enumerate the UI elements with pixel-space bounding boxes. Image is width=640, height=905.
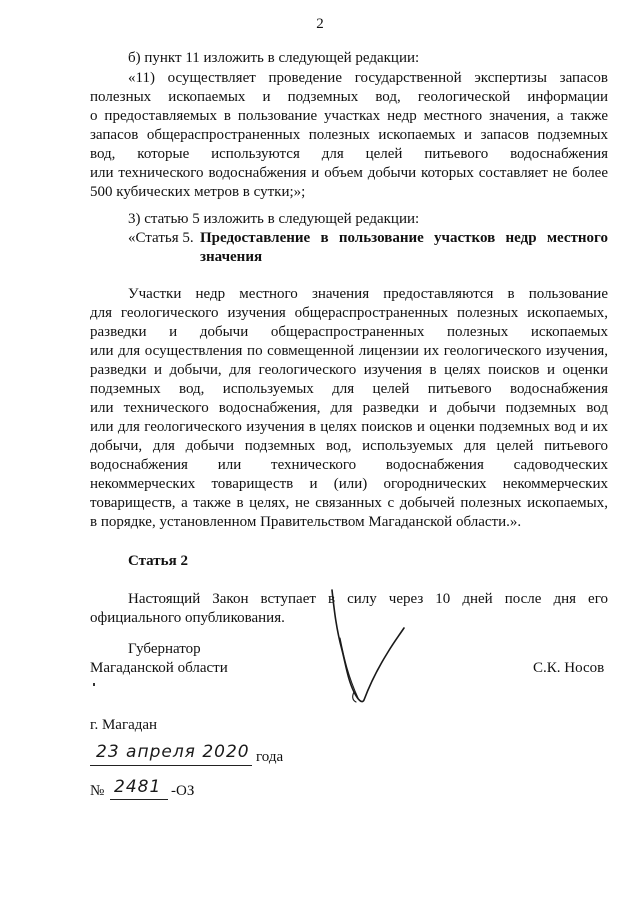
article-5-line: подземных вод, используемых для целей питьевого водоснабжения [90,381,608,397]
article-5-title: Предоставление в пользование участков недр местного [200,230,608,246]
item-b-line: или технического водоснабжения и объем добычи которых составляет не более [90,165,608,181]
item-3-heading: 3) статью 5 изложить в следующей редакции: [128,211,420,227]
handwritten-date: 23 апреля 2020 [96,742,250,762]
signatory-position: Губернатор [128,641,201,657]
page-number: 2 [316,16,324,32]
article-5-last-line: в порядке, установленном Правительством Магаданской области.». [90,514,522,530]
article-5-title-cont: значения [200,249,263,265]
item-b-line: полезных ископаемых и подземных вод, геологической информации [90,89,608,105]
item-b-line: вод, которые используются для целей питьевого водоснабжения [90,146,608,162]
number-suffix: -ОЗ [171,783,195,799]
article-5-line: разведки и добычи общераспространенных полезных ископаемых [90,324,608,340]
item-b-last-line: 500 кубических метров в сутки;»; [90,184,306,200]
item-b-heading: б) пункт 11 изложить в следующей редакции: [128,50,420,66]
article-5-line: добычи, для добычи подземных вод, используемых для целей питьевого [90,438,608,454]
handwritten-number: 2481 [114,777,162,797]
signatory-region: Магаданской области [90,660,228,676]
article-5-line: товариществ, а также в целях, не связанных с добычей полезных ископаемых, [90,495,608,511]
signatory-name: С.К. Носов [533,660,605,676]
item-b-line: о предоставляемых в пользование участках недр местного значения, а также [90,108,608,124]
article-5-line: водоснабжения или технического водоснабжения садоводческих [90,457,608,473]
article-5-line: Участки недр местного значения предоставляются в пользование [128,286,608,302]
article-5-line: некоммерческих товариществ и (или) огороднических некоммерческих [90,476,608,492]
article-2-line: Настоящий Закон вступает в силу через 10 дней после дня его [128,591,608,607]
item-b-line: запасов общераспространенных полезных ископаемых и запасов подземных [90,127,608,143]
article-5-line: или для геологического изучения в целях поисков и оценки подземных вод и их [90,419,608,435]
article-5-line: или для осуществления по совмещенной лицензии их геологического изучения, [90,343,608,359]
place-of-signing: г. Магадан [90,717,158,733]
article-5-line: для геологического изучения общераспространенных полезных ископаемых, [90,305,608,321]
date-suffix: года [256,749,284,765]
handwritten-signature [318,588,408,718]
article-2-line-2: официального опубликования. [90,610,285,626]
ink-dot [93,683,95,686]
article-5-line: или технического водоснабжения, для разведки и добычи подземных вод [90,400,608,416]
number-sign: № [90,783,105,799]
article-5-line: разведки и добычи, для геологического изучения в целях поисков и оценки [90,362,608,378]
item-b-line: «11) осуществляет проведение государственной экспертизы запасов [128,70,608,86]
article-2-title: Статья 2 [128,553,188,569]
article-5-prefix: «Статья 5. [128,230,194,246]
